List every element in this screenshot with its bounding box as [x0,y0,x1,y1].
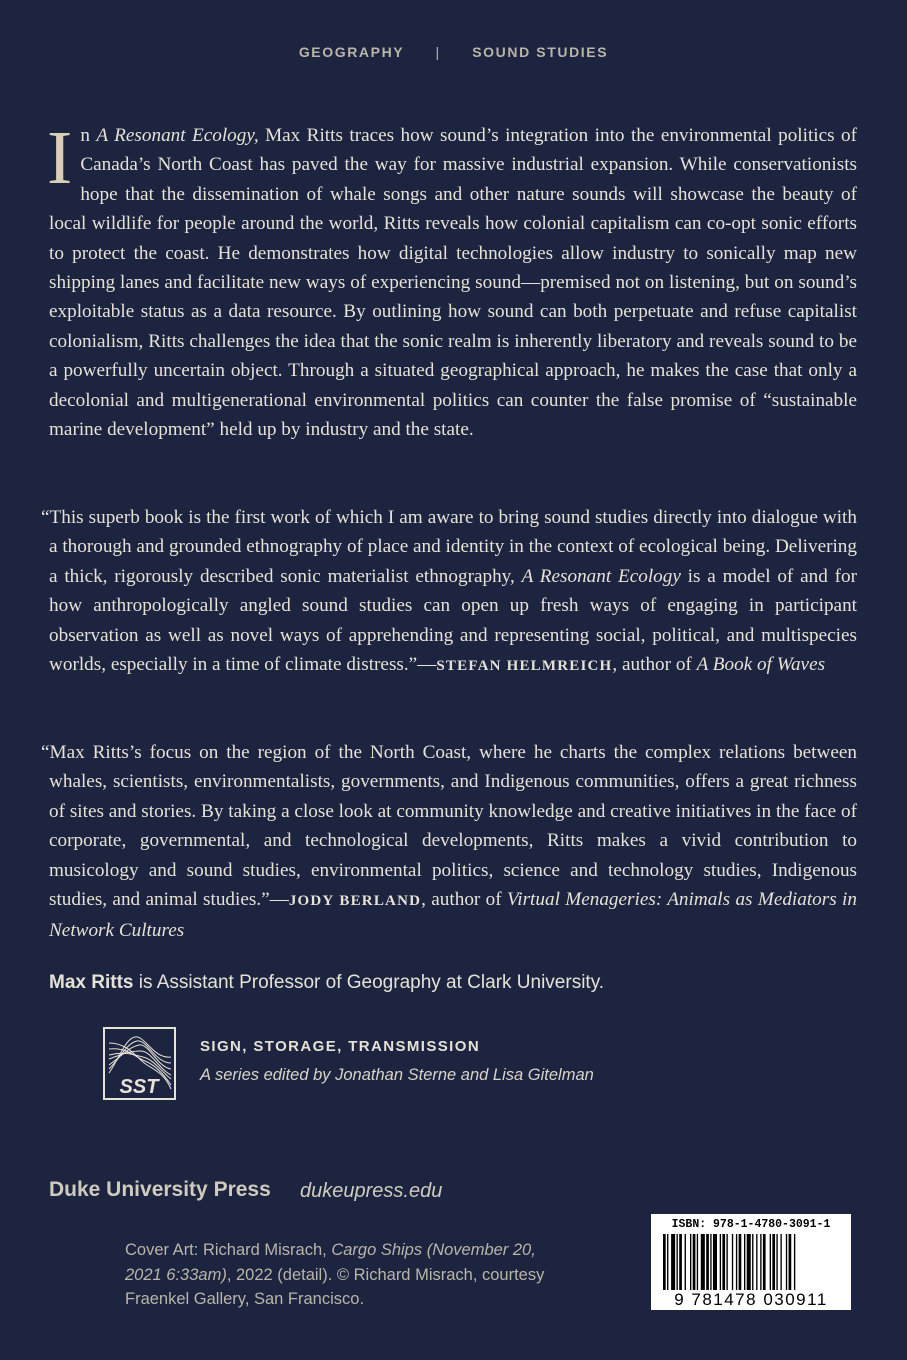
barcode-bar [763,1234,766,1290]
isbn-label: ISBN: 978-1-4780-3091-1 [671,1218,831,1231]
barcode-bar [693,1234,696,1290]
category-sound-studies: SOUND STUDIES [472,44,609,60]
barcode-bar [701,1234,705,1290]
category-geography: GEOGRAPHY [298,44,404,60]
barcode-bar [794,1234,795,1290]
quote2-comma: , [421,889,426,911]
quote2-author-of: author of [431,889,507,911]
endorsement-berland [41,738,857,946]
barcode-bar [789,1234,792,1290]
barcode-bar [739,1234,742,1290]
quote1-title: A Resonant Ecology [521,565,681,587]
barcode-bar [776,1234,777,1290]
barcode-bars [663,1234,839,1290]
series-editors: A series edited by Jonathan Sterne and Lisa Gitelman [200,1066,594,1084]
endorsement-helmreich [41,503,857,681]
publisher-url[interactable]: dukeupress.edu [300,1180,443,1202]
book-description [47,116,858,444]
barcode-bar [747,1234,751,1290]
barcode-bar [756,1234,757,1290]
quote1-work: A Book of Waves [696,654,826,676]
bio-name: Max Ritts [49,972,134,993]
barcode-bar [663,1234,666,1290]
barcode-bar [685,1234,686,1290]
barcode-bar [722,1234,725,1290]
barcode-bar [710,1234,711,1290]
quote2-author: JODY BERLAND [288,893,422,910]
category-separator: | [435,44,441,60]
quote2-text: “Max Ritts’s focus on the region of the North Coast, where he charts the complex relations between whales, scientists, environmentalists, governments, and Indigenous communities, offers a great richness of sites and stories. By taking a close look at community knowledge and creative initiatives in the face of corporate, governmental, and technological developments, Ritts makes a vivid contribution to musicology and sound studies, environmental politics, science and technology studies, Indigenous studies, and animal studies.”— [41,742,857,911]
barcode-digits: 9 781478 030911 [674,1290,828,1309]
publisher-name: Duke University Press [49,1178,271,1201]
barcode-bar [760,1234,761,1290]
drop-cap: I [47,116,73,200]
barcode-bar [671,1234,675,1290]
barcode-bar [744,1234,745,1290]
quote1-author: STEFAN HELMREICH [436,658,613,675]
series-title: SIGN, STORAGE, TRANSMISSION [200,1038,481,1055]
quote1-author-of: , author of [612,654,697,676]
barcode-bar [677,1234,678,1290]
barcode-bar [697,1234,698,1290]
barcode-bar [679,1234,682,1290]
barcode-bar [736,1234,737,1290]
credit-a: Cover Art: Richard Misrach, [125,1241,332,1259]
barcode-bar [786,1234,787,1290]
barcode-bar [770,1234,771,1290]
bio-text: is Assistant Professor of Geography at Clark University. [133,972,605,993]
barcode-bar [706,1234,709,1290]
barcode-bar [780,1234,781,1290]
quote2-work: Virtual Menageries: Animals as Mediators in Network Cultures [49,889,857,942]
barcode-bar [667,1234,668,1290]
credit-b: , 2022 (detail). © Richard Misrach, courtesy Fraenkel Gallery, San Francisco. [125,1265,545,1308]
barcode-bar [720,1234,721,1290]
cover-art-credit [125,1238,575,1312]
barcode-bar [690,1234,691,1290]
isbn-barcode [651,1214,851,1310]
barcode-bar [713,1234,717,1290]
barcode-bar [732,1234,733,1290]
author-bio [49,972,604,994]
blurb-book-title: A Resonant Ecology, [96,125,259,146]
barcode-bar [752,1234,753,1290]
blurb-intro: n [80,125,97,146]
credit-title: Cargo Ships (November 20, 2021 6:33am) [125,1241,536,1284]
series-logo [103,1027,176,1100]
quote1-text-b: is a model of and for how anthropologically angled sound studies can open up fresh ways of engaging in participant observation as well as novel ways of apprehending and representing social, political, and multispecies worlds, especially in a time of climate distress.”— [49,565,857,676]
barcode-bar [726,1234,727,1290]
series-logo-text: SST [119,1076,159,1098]
series-logo-waves-icon [105,1029,174,1098]
barcode-bar [772,1234,775,1290]
blurb-body: Max Ritts traces how sound’s integration into the environmental politics of Canada’s North Coast has paved the way for massive industrial expansion. While conservationists hope that the dissemination of whale songs and other nature sounds will showcase the beauty of local wildlife for people around the world, Ritts reveals how colonial capitalism can co-opt sonic efforts to protect the coast. He demonstrates how digital technologies allow industry to sonically map new shipping lanes and facilitate new ways of experiencing sound—premised not on listening, but on sound’s exploitable status as a data resource. By outlining how sound can both perpetuate and refuse capitalist colonialism, Ritts challenges the idea that the sonic realm is inherently liberatory and reveals sound to be a powerfully uncertain object. Through a situated geographical approach, he makes the case that only a decolonial and multigenerational environmental politics can counter the false promise of “sustainable marine development” held up by industry and the state. [49,125,858,441]
quote1-text-a: “This superb book is the first work of which I am aware to bring sound studies directly into dialogue with a thorough and grounded ethnography of place and identity in the context of ecological being. Delivering a thick, rigorously described sonic materialist ethnography, [41,507,857,587]
category-header [0,44,907,60]
